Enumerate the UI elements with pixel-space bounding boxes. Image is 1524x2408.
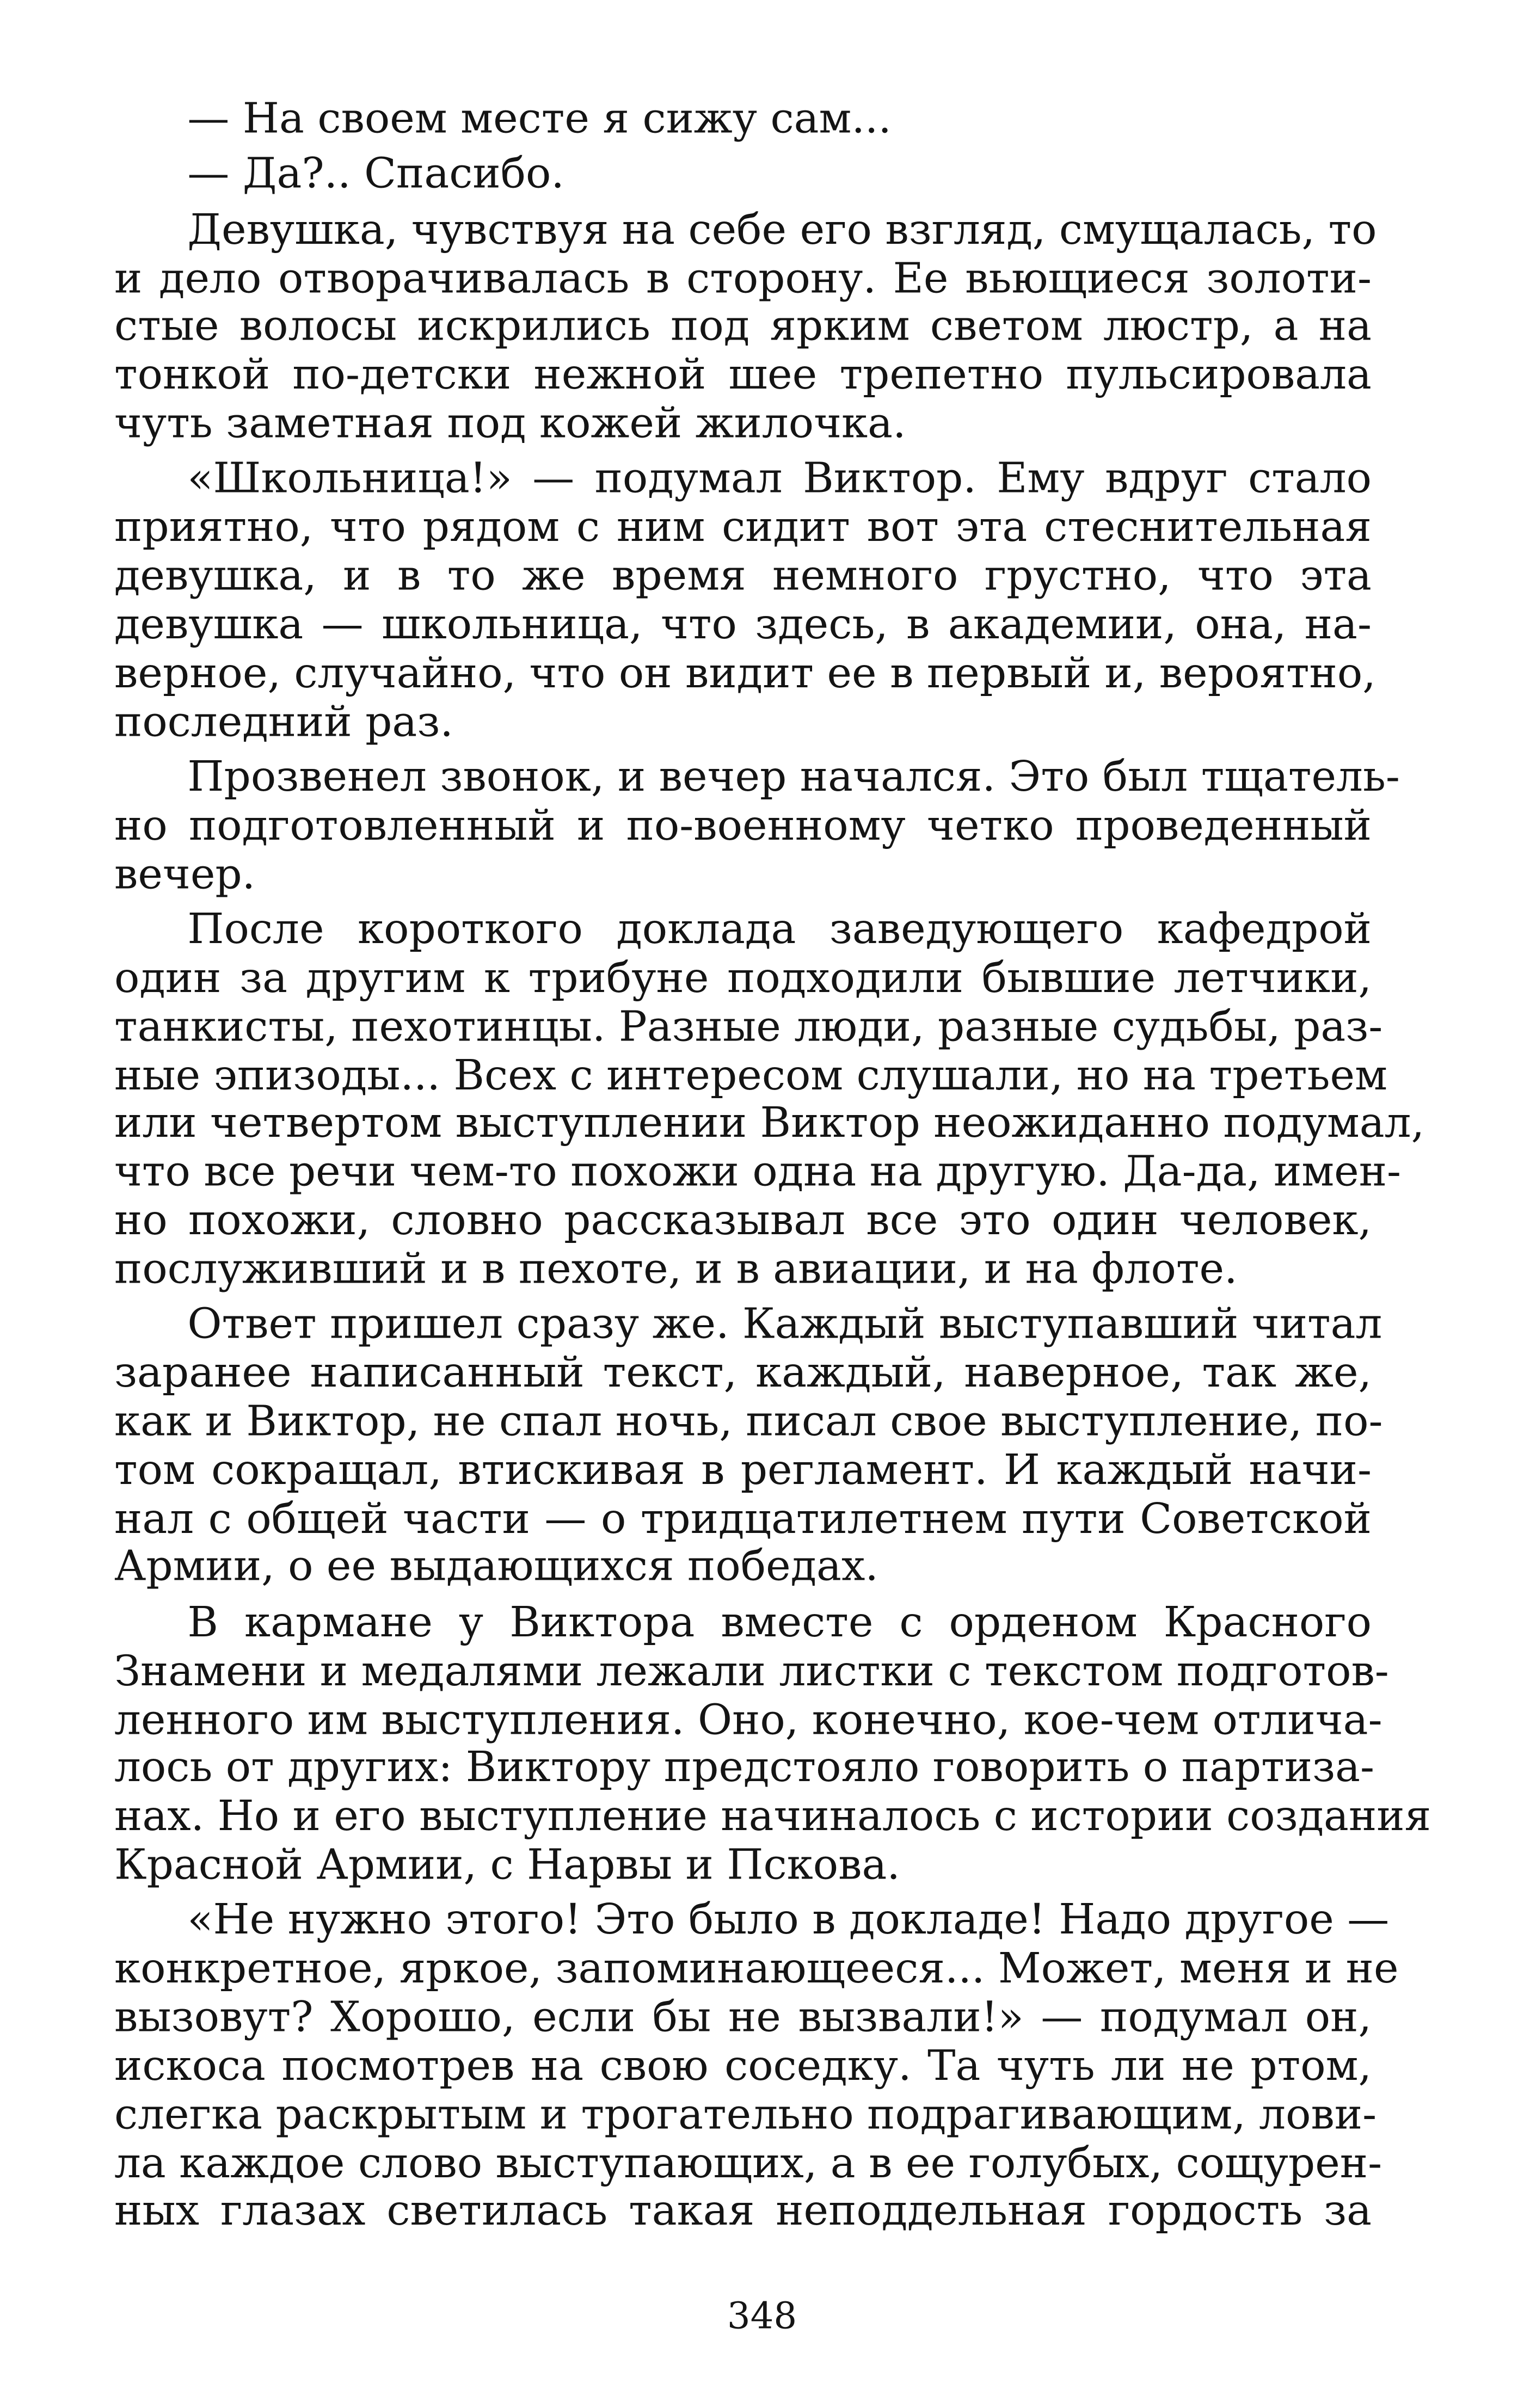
text-line: Девушка, чувствуя на себе его взгляд, смущалась, то [187,205,1377,254]
text-line: Знамени и медалями лежали листки с текстом подготов- [114,1646,1389,1696]
paragraph [114,1896,1399,2237]
text-line: искоса посмотрев на свою соседку. Та чуть ли не ртом, [114,2041,1372,2091]
text-line: тонкой по-детски нежной шее трепетно пульсировала [114,350,1372,400]
text-line: или четвертом выступлении Виктор неожиданно подумал, [114,1099,1425,1148]
text-line: что все речи чем-то похожи одна на другую. Да-да, имен- [114,1148,1402,1197]
text-line: заранее написанный текст, каждый, наверное, так же, [114,1348,1372,1397]
page-number: 348 [727,2294,797,2338]
text-line: лось от других: Виктору предстояло говорить о партиза- [114,1744,1375,1793]
text-line: — На своем месте я сижу сам... [187,94,892,144]
text-line: стые волосы искрились под ярким светом люстр, а на [114,302,1372,352]
body-text [114,94,1431,2244]
text-line: Армии, о ее выдающихся победах. [114,1542,878,1592]
text-line: В кармане у Виктора вместе с орденом Красного [187,1598,1372,1647]
text-line: Прозвенел звонок, и вечер начался. Это был тщатель- [187,753,1400,802]
text-line: но похожи, словно рассказывал все это один человек, [114,1196,1372,1245]
text-line: — Да?.. Спасибо. [187,150,564,199]
text-line: нал с общей части — о тридцатилетнем пути Советской [114,1494,1372,1543]
text-line: нах. Но и его выступление начиналось с истории создания [114,1792,1431,1841]
paragraph [114,151,1372,200]
text-line: приятно, что рядом с ним сидит вот эта стеснительная [114,503,1372,552]
text-line: «Школьница!» — подумал Виктор. Ему вдруг стало [187,454,1372,504]
text-line: но подготовленный и по-военному четко проведенный [114,801,1372,850]
text-line: один за другим к трибуне подходили бывшие летчики, [114,953,1372,1002]
text-line: ленного им выступления. Оно, конечно, кое-чем отлича- [114,1695,1382,1744]
text-line: как и Виктор, не спал ночь, писал свое выступление, по- [114,1397,1383,1446]
text-line: Красной Армии, с Нарвы и Пскова. [114,1840,900,1890]
paragraph [114,205,1377,449]
text-line: вечер. [114,849,256,899]
text-line: верное, случайно, что он видит ее в первый и, вероятно, [114,649,1376,698]
text-line: конкретное, яркое, запоминающееся... Может, меня и не [114,1944,1399,1994]
text-line: ных глазах светилась такая неподдельная гордость за [114,2187,1372,2236]
text-line: «Не нужно этого! Это было в докладе! Надо другое — [187,1896,1390,1945]
text-line: ла каждое слово выступающих, а в ее голубых, сощурен- [114,2139,1382,2188]
paragraph [114,753,1400,900]
text-line: девушка, и в то же время немного грустно, что эта [114,551,1372,601]
text-line: Ответ пришел сразу же. Каждый выступавший читал [187,1300,1382,1349]
text-line: танкисты, пехотинцы. Разные люди, разные судьбы, раз- [114,1002,1383,1051]
text-line: После короткого доклада заведующего кафедрой [187,905,1372,954]
paragraph [114,1300,1383,1593]
text-line: том сокращал, втискивая в регламент. И каждый начи- [114,1445,1372,1495]
text-line: слегка раскрытым и трогательно подрагивающим, лови- [114,2090,1377,2139]
paragraph [114,96,1372,144]
text-line: и дело отворачивалась в сторону. Ее вьющиеся золоти- [114,254,1372,303]
text-line: последний раз. [114,697,453,746]
paragraph [114,905,1425,1295]
text-line: чуть заметная под кожей жилочка. [114,399,906,448]
text-line: девушка — школьница, что здесь, в академии, она, на- [114,600,1372,649]
text-line: вызовут? Хорошо, если бы не вызвали!» — подумал он, [114,1993,1372,2042]
text-line: послуживший и в пехоте, и в авиации, и на флоте. [114,1245,1238,1294]
paragraph [114,454,1376,747]
paragraph [114,1598,1431,1890]
text-line: ные эпизоды... Всех с интересом слушали, но на третьем [114,1050,1388,1100]
